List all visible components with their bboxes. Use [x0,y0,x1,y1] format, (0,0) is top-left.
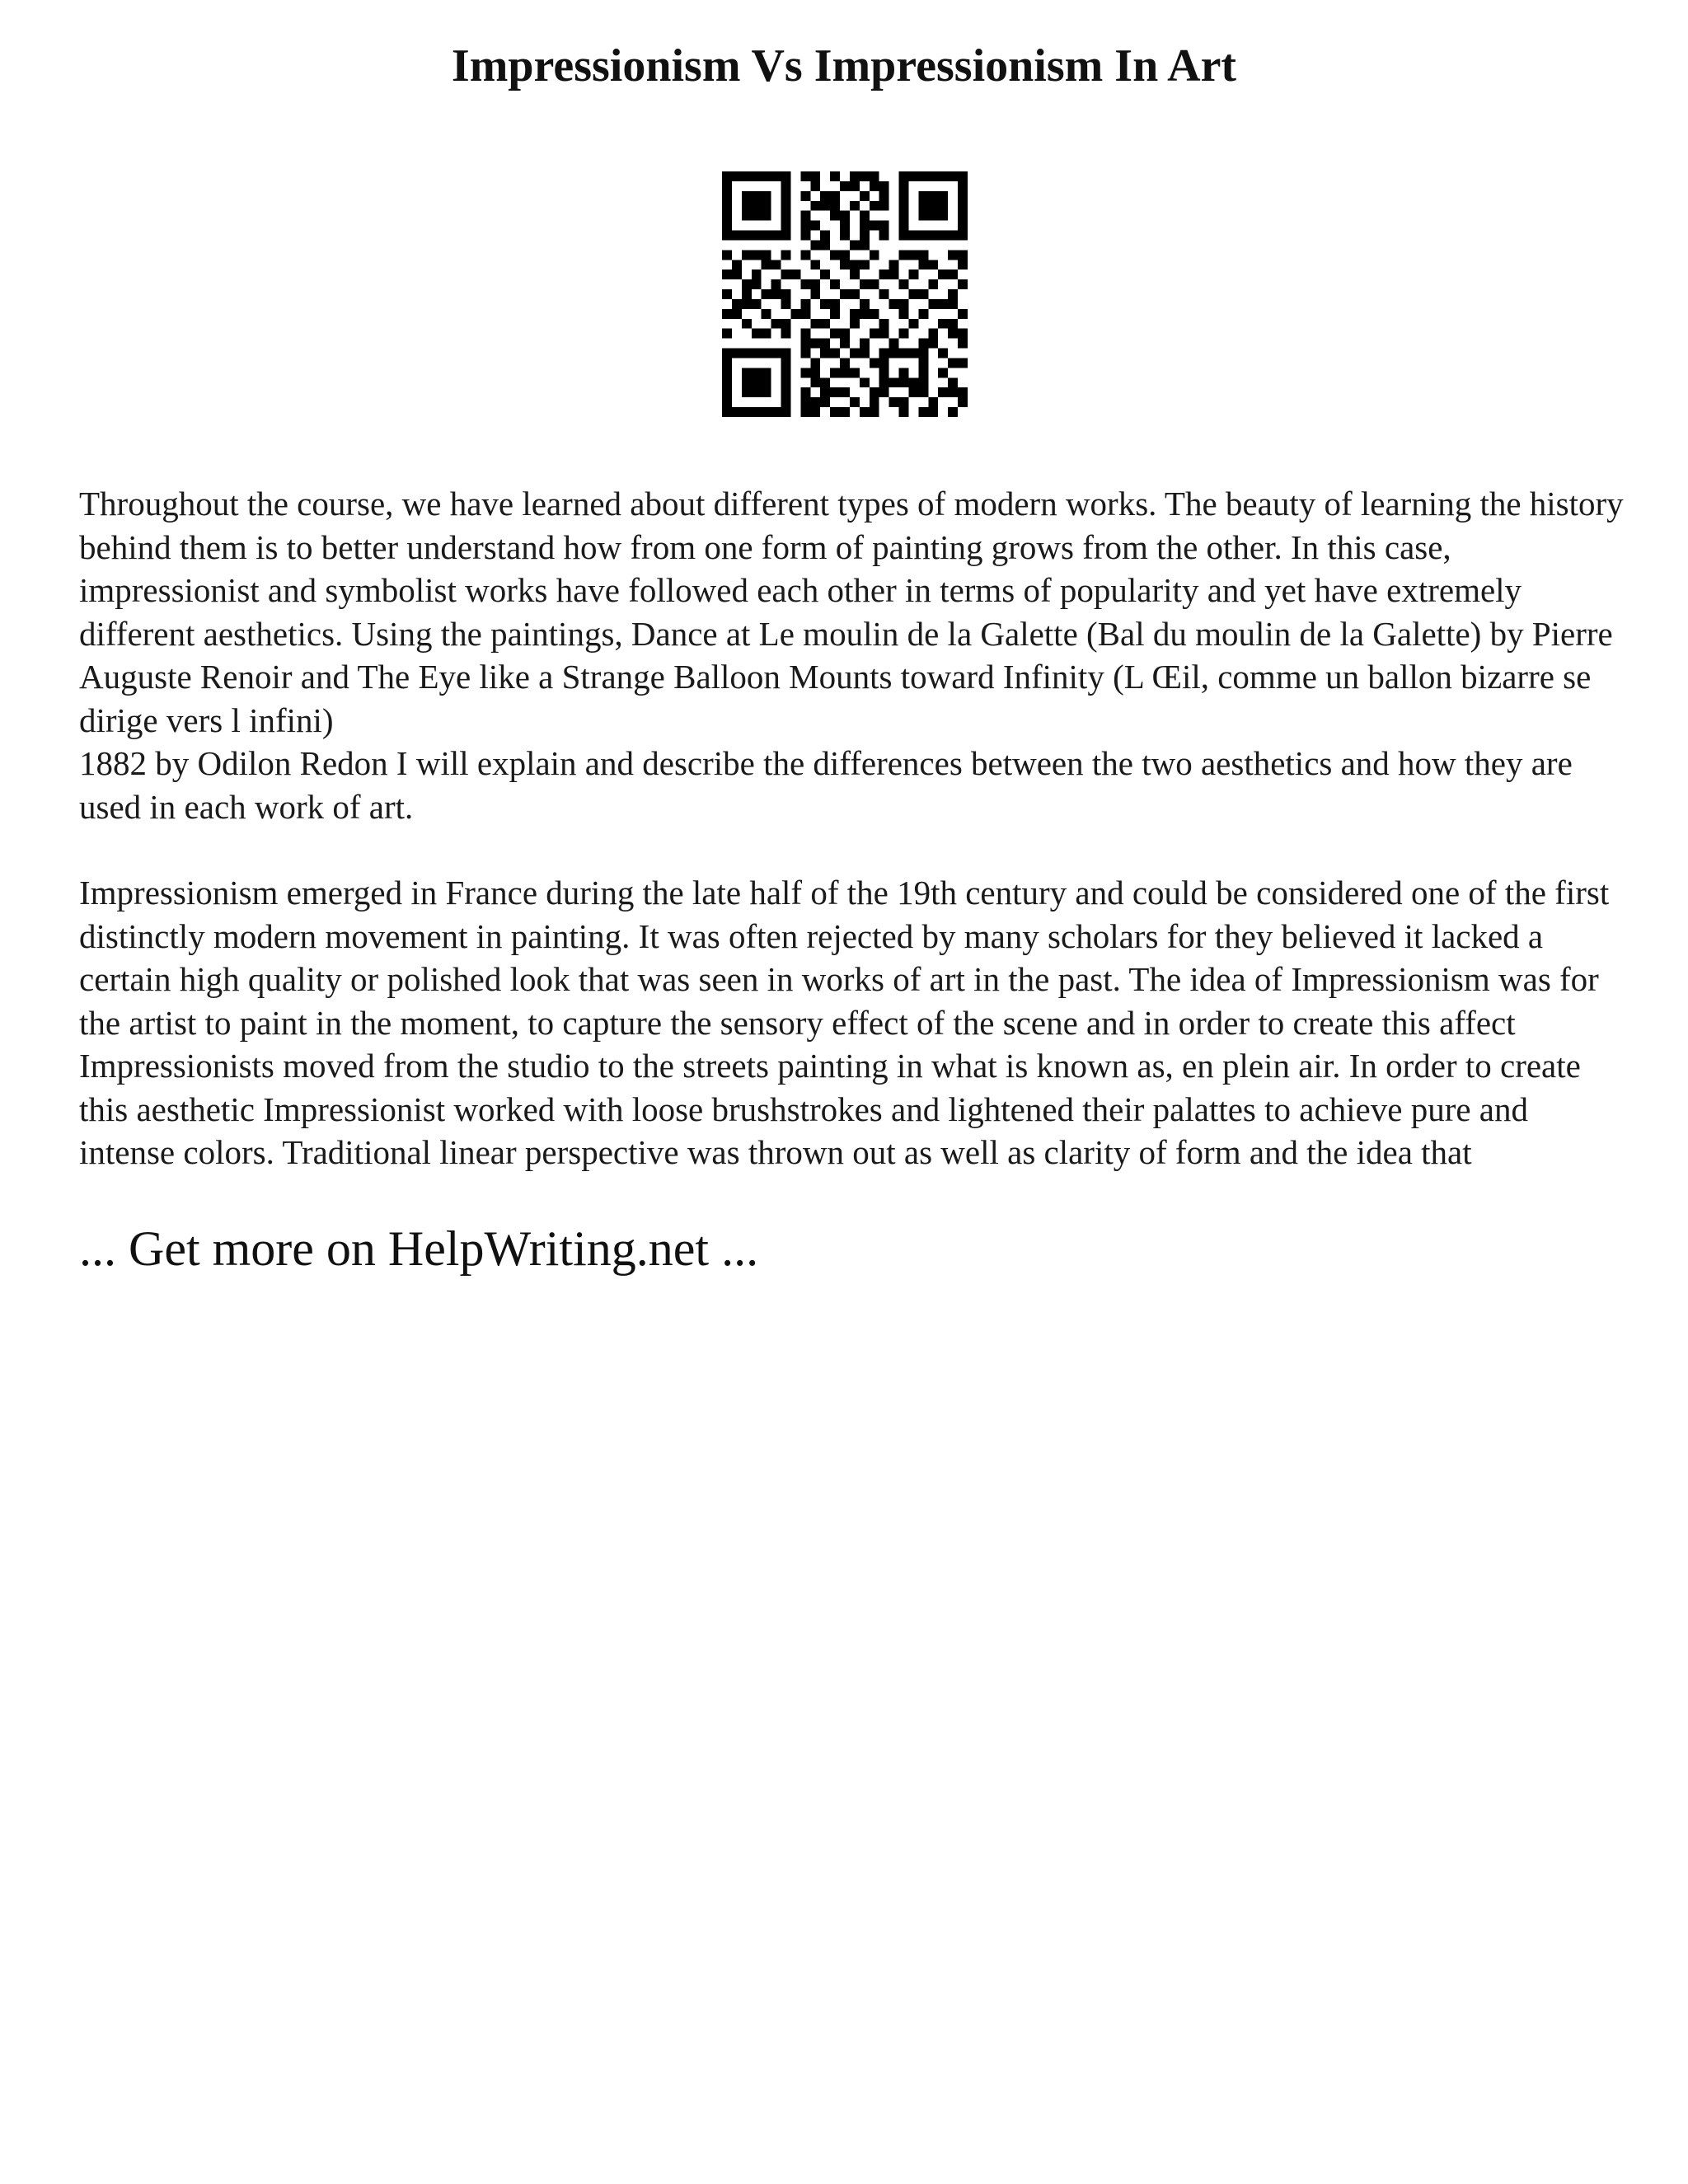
qr-code-icon [722,171,968,417]
document-title: Impressionism Vs Impressionism In Art [451,40,1237,91]
get-more-link-text[interactable]: ... Get more on HelpWriting.net ... [79,1221,759,1276]
body-paragraph-1: Throughout the course, we have learned about different types of modern works. The beauty of learning the history behind them is to better understand how from one form of painting grows from the other. In this case, impressionist and symbolist works have followed each other in terms of popularity and yet have extremely different aesthetics. Using the paintings, Dance at Le moulin de la Galette (Bal du moulin de la Galette) by Pierre Auguste Renoir and The Eye like a Strange Balloon Mounts toward Infinity (L Œil, comme un ballon bizarre se dirige vers l infini) 1882 by Odilon Redon I will explain and describe the differences between the two aesthetics and how they are used in each work of art. [79,485,1624,826]
document-body [79,482,1629,1280]
body-paragraph-2: Impressionism emerged in France during the late half of the 19th century and could be considered one of the first distinctly modern movement in painting. It was often rejected by many scholars for they believed it lacked a certain high quality or polished look that was seen in works of art in the past. The idea of Impressionism was for the artist to paint in the moment, to capture the sensory effect of the scene and in order to create this affect Impressionists moved from the studio to the streets painting in what is known as, en plein air. In order to create this aesthetic Impressionist worked with loose brushstrokes and lightened their palattes to achieve pure and intense colors. Traditional linear perspective was thrown out as well as clarity of form and the idea that [79,874,1610,1171]
